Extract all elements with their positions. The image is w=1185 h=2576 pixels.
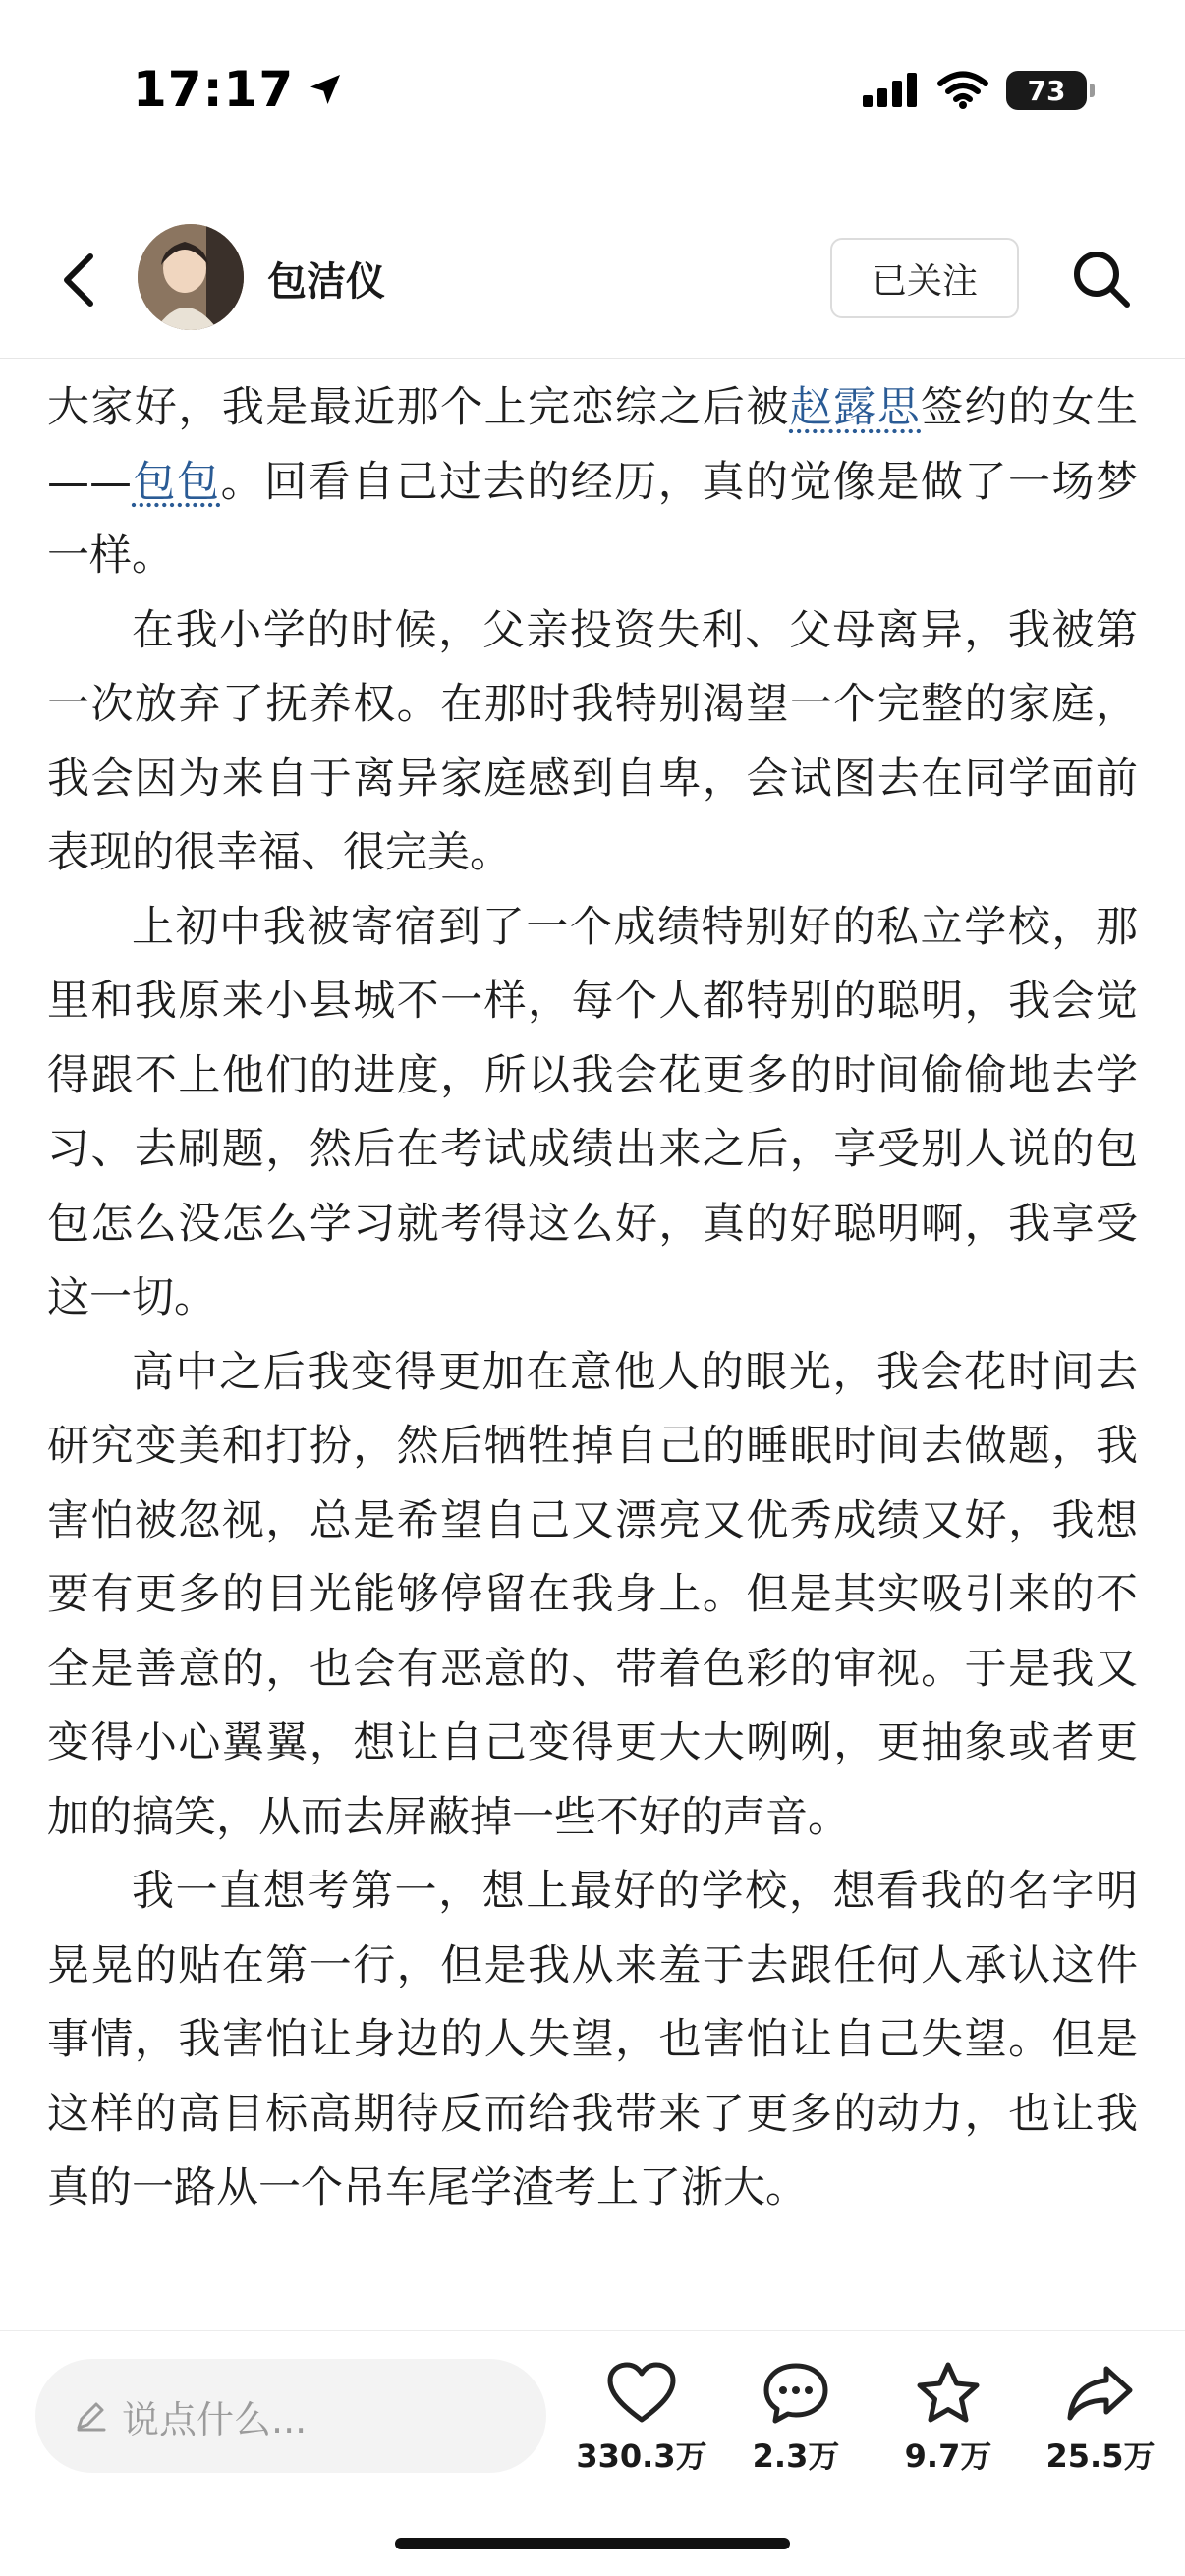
chevron-left-icon	[59, 251, 98, 309]
location-arrow-icon	[306, 70, 345, 109]
avatar-image	[138, 224, 244, 330]
clock: 17:17	[133, 61, 295, 118]
following-button[interactable]: 已关注	[830, 238, 1019, 318]
bottom-action-bar	[0, 2330, 1185, 2576]
share-count: 25.5万	[1045, 2437, 1156, 2475]
search-button[interactable]	[1066, 244, 1137, 314]
share-button[interactable]	[1027, 2361, 1174, 2477]
paragraph-university: 我一直想考第一，想上最好的学校，想看我的名字明晃晃的贴在第一行，但是我从来羞于去跟任何人承认这件事情，我害怕让身边的人失望，也害怕让自己失望。但是这样的高目标高期待反而给我带来了更多的动力，也让我真的一路从一个吊车尾学渣考上了浙大。	[47, 1867, 1138, 2212]
share-arrow-icon	[1065, 2361, 1136, 2426]
battery-icon	[1006, 71, 1087, 110]
paragraph-primary-school: 在我小学的时候，父亲投资失利、父母离异，我被第一次放弃了抚养权。在那时我特别渴望一个完整的家庭，我会因为来自于离异家庭感到自卑，会试图去在同学面前表现的很幸福、很完美。	[47, 605, 1138, 877]
back-button[interactable]	[44, 246, 113, 314]
mention-link-zhaolusi[interactable]: 赵露思	[789, 383, 922, 432]
comment-bubble-icon	[762, 2361, 830, 2426]
status-time	[133, 61, 345, 118]
search-icon	[1071, 249, 1132, 309]
favorite-button[interactable]	[875, 2361, 1022, 2477]
avatar[interactable]	[138, 224, 244, 330]
post-content	[47, 371, 1138, 2326]
like-count: 330.3万	[576, 2437, 707, 2475]
paragraph-intro: 大家好，我是最近那个上完恋综之后被赵露思签约的女生——包包。回看自己过去的经历，真的觉像是做了一场梦一样。	[47, 383, 1138, 581]
comment-count: 2.3万	[752, 2437, 840, 2475]
star-icon	[914, 2361, 983, 2426]
username[interactable]: 包洁仪	[267, 259, 385, 305]
favorite-count: 9.7万	[904, 2437, 992, 2475]
like-button[interactable]	[568, 2361, 715, 2477]
paragraph-middle-school: 上初中我被寄宿到了一个成绩特别好的私立学校，那里和我原来小县城不一样，每个人都特别的聪明，我会觉得跟不上他们的进度，所以我会花更多的时间偷偷地去学习、去刷题，然后在考试成绩出来之后，享受别人说的包包怎么没怎么学习就考得这么好，真的好聪明啊，我享受这一切。	[47, 902, 1138, 1322]
profile-header	[0, 216, 1185, 359]
wifi-icon	[937, 71, 988, 110]
cellular-signal-icon	[863, 72, 920, 109]
comment-button[interactable]	[722, 2361, 870, 2477]
comment-input[interactable]	[35, 2359, 546, 2473]
mention-link-baobao[interactable]: 包包	[132, 457, 221, 507]
status-icons	[863, 71, 1087, 110]
comment-placeholder: 说点什么...	[122, 2397, 308, 2441]
battery-level: 73	[1027, 74, 1066, 107]
home-indicator[interactable]	[395, 2538, 790, 2549]
heart-icon	[606, 2361, 677, 2426]
pencil-icon	[73, 2398, 108, 2434]
paragraph-high-school: 高中之后我变得更加在意他人的眼光，我会花时间去研究变美和打扮，然后牺牲掉自己的睡眠时间去做题，我害怕被忽视，总是希望自己又漂亮又优秀成绩又好，我想要有更多的目光能够停留在我身上。但是其实吸引来的不全是善意的，也会有恶意的、带着色彩的审视。于是我又变得小心翼翼，想让自己变得更大大咧咧，更抽象或者更加的搞笑，从而去屏蔽掉一些不好的声音。	[47, 1347, 1138, 1842]
status-bar	[0, 0, 1185, 187]
